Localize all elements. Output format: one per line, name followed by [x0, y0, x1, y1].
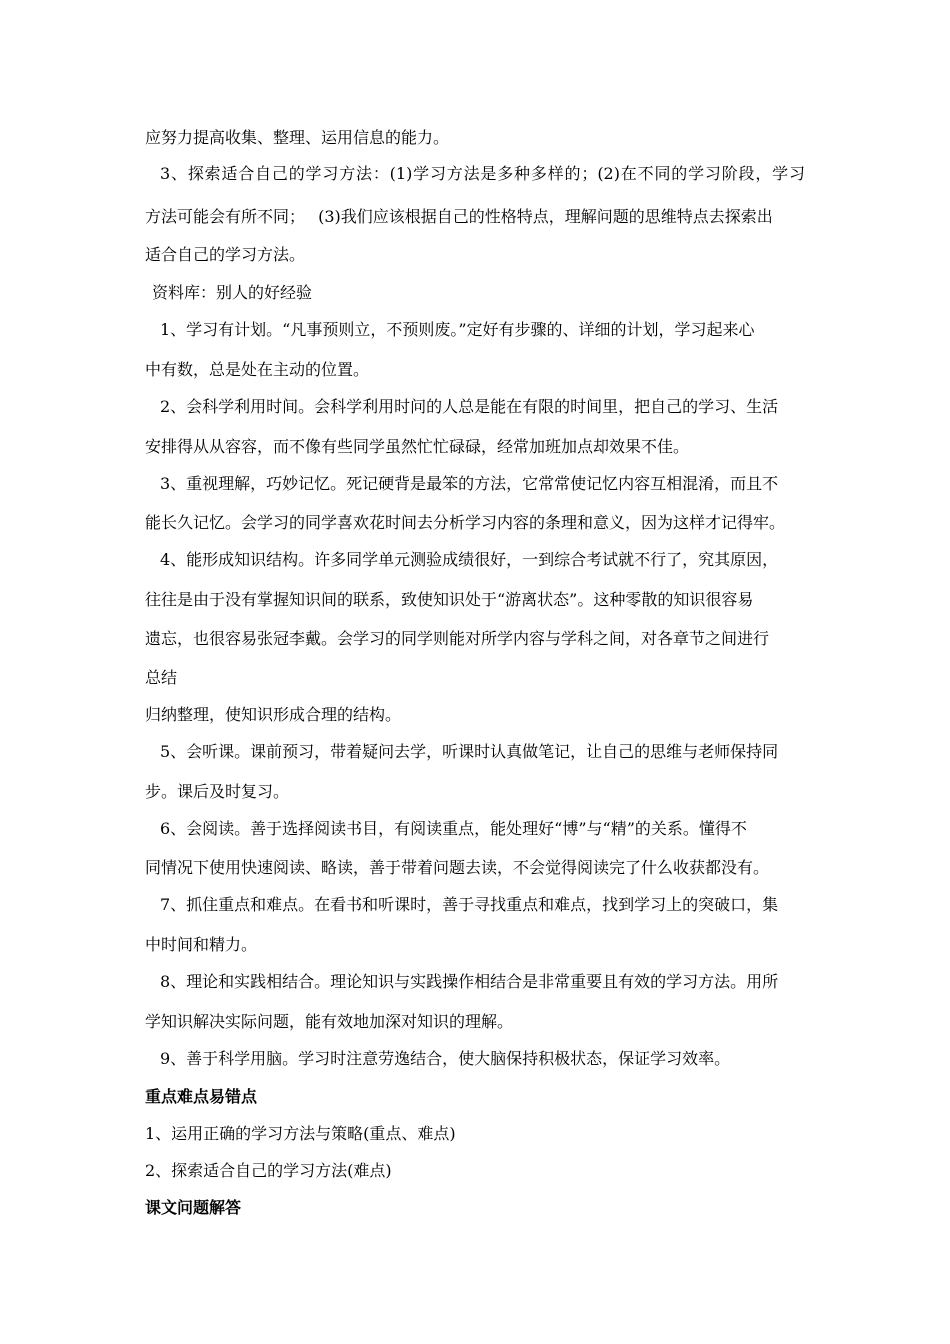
paragraph-line: 应努力提高收集、整理、运用信息的能力。 [145, 128, 450, 147]
paragraph-line: 同情况下使用快速阅读、略读，善于带着问题去读，不会觉得阅读完了什么收获都没有。 [145, 858, 770, 877]
key-points-heading: 重点难点易错点 [145, 1087, 258, 1106]
paragraph-line: 3、探索适合自己的学习方法：(1)学习方法是多种多样的；(2)在不同的学习阶段，学习 [160, 164, 805, 183]
key-point-item: 2、探索适合自己的学习方法(难点) [145, 1161, 392, 1180]
paragraph-line: 往往是由于没有掌握知识间的联系，致使知识处于“游离状态”。这种零散的知识很容易 [145, 590, 754, 609]
paragraph-line: 5、会听课。课前预习，带着疑问去学，听课时认真做笔记，让自己的思维与老师保持同 [160, 742, 779, 761]
paragraph-line: 适合自己的学习方法。 [145, 245, 306, 264]
key-point-item: 1、运用正确的学习方法与策略(重点、难点) [145, 1124, 456, 1143]
paragraph-line: 3、重视理解，巧妙记忆。死记硬背是最笨的方法，它常常使记忆内容互相混淆，而且不 [160, 474, 779, 493]
paragraph-line: 中时间和精力。 [145, 935, 258, 954]
paragraph-line: 1、学习有计划。“凡事预则立，不预则废。”定好有步骤的、详细的计划，学习起来心 [160, 320, 755, 339]
paragraph-line: 4、能形成知识结构。许多同学单元测验成绩很好，一到综合考试就不行了，究其原因， [160, 550, 779, 569]
paragraph-line: 归纳整理，使知识形成合理的结构。 [145, 705, 402, 724]
paragraph-line: 步。课后及时复习。 [145, 782, 290, 801]
paragraph-line: 安排得从从容容，而不像有些同学虽然忙忙碌碌，经常加班加点却效果不佳。 [145, 437, 690, 456]
qa-heading: 课文问题解答 [145, 1198, 242, 1217]
paragraph-line: 总结 [145, 668, 178, 687]
library-heading: 资料库：别人的好经验 [152, 283, 313, 302]
paragraph-line: 7、抓住重点和难点。在看书和听课时，善于寻找重点和难点，找到学习上的突破口，集 [160, 895, 779, 914]
paragraph-line: 9、善于科学用脑。学习时注意劳逸结合，使大脑保持积极状态，保证学习效率。 [160, 1049, 731, 1068]
paragraph-line: 学知识解决实际问题，能有效地加深对知识的理解。 [145, 1012, 514, 1031]
paragraph-line: 遗忘，也很容易张冠李戴。会学习的同学则能对所学内容与学科之间，对各章节之间进行 [145, 629, 770, 648]
paragraph-line: 能长久记忆。会学习的同学喜欢花时间去分析学习内容的条理和意义，因为这样才记得牢。 [145, 513, 786, 532]
paragraph-line: 方法可能会有所不同； (3)我们应该根据自己的性格特点，理解问题的思维特点去探索出 [145, 207, 773, 226]
paragraph-line: 8、理论和实践相结合。理论知识与实践操作相结合是非常重要且有效的学习方法。用所 [160, 972, 779, 991]
paragraph-line: 6、会阅读。善于选择阅读书目，有阅读重点，能处理好“博”与“精”的关系。懂得不 [160, 819, 747, 838]
paragraph-line: 2、会科学利用时间。会科学利用时问的人总是能在有限的时间里，把自己的学习、生活 [160, 397, 779, 416]
paragraph-line: 中有数，总是处在主动的位置。 [145, 360, 370, 379]
